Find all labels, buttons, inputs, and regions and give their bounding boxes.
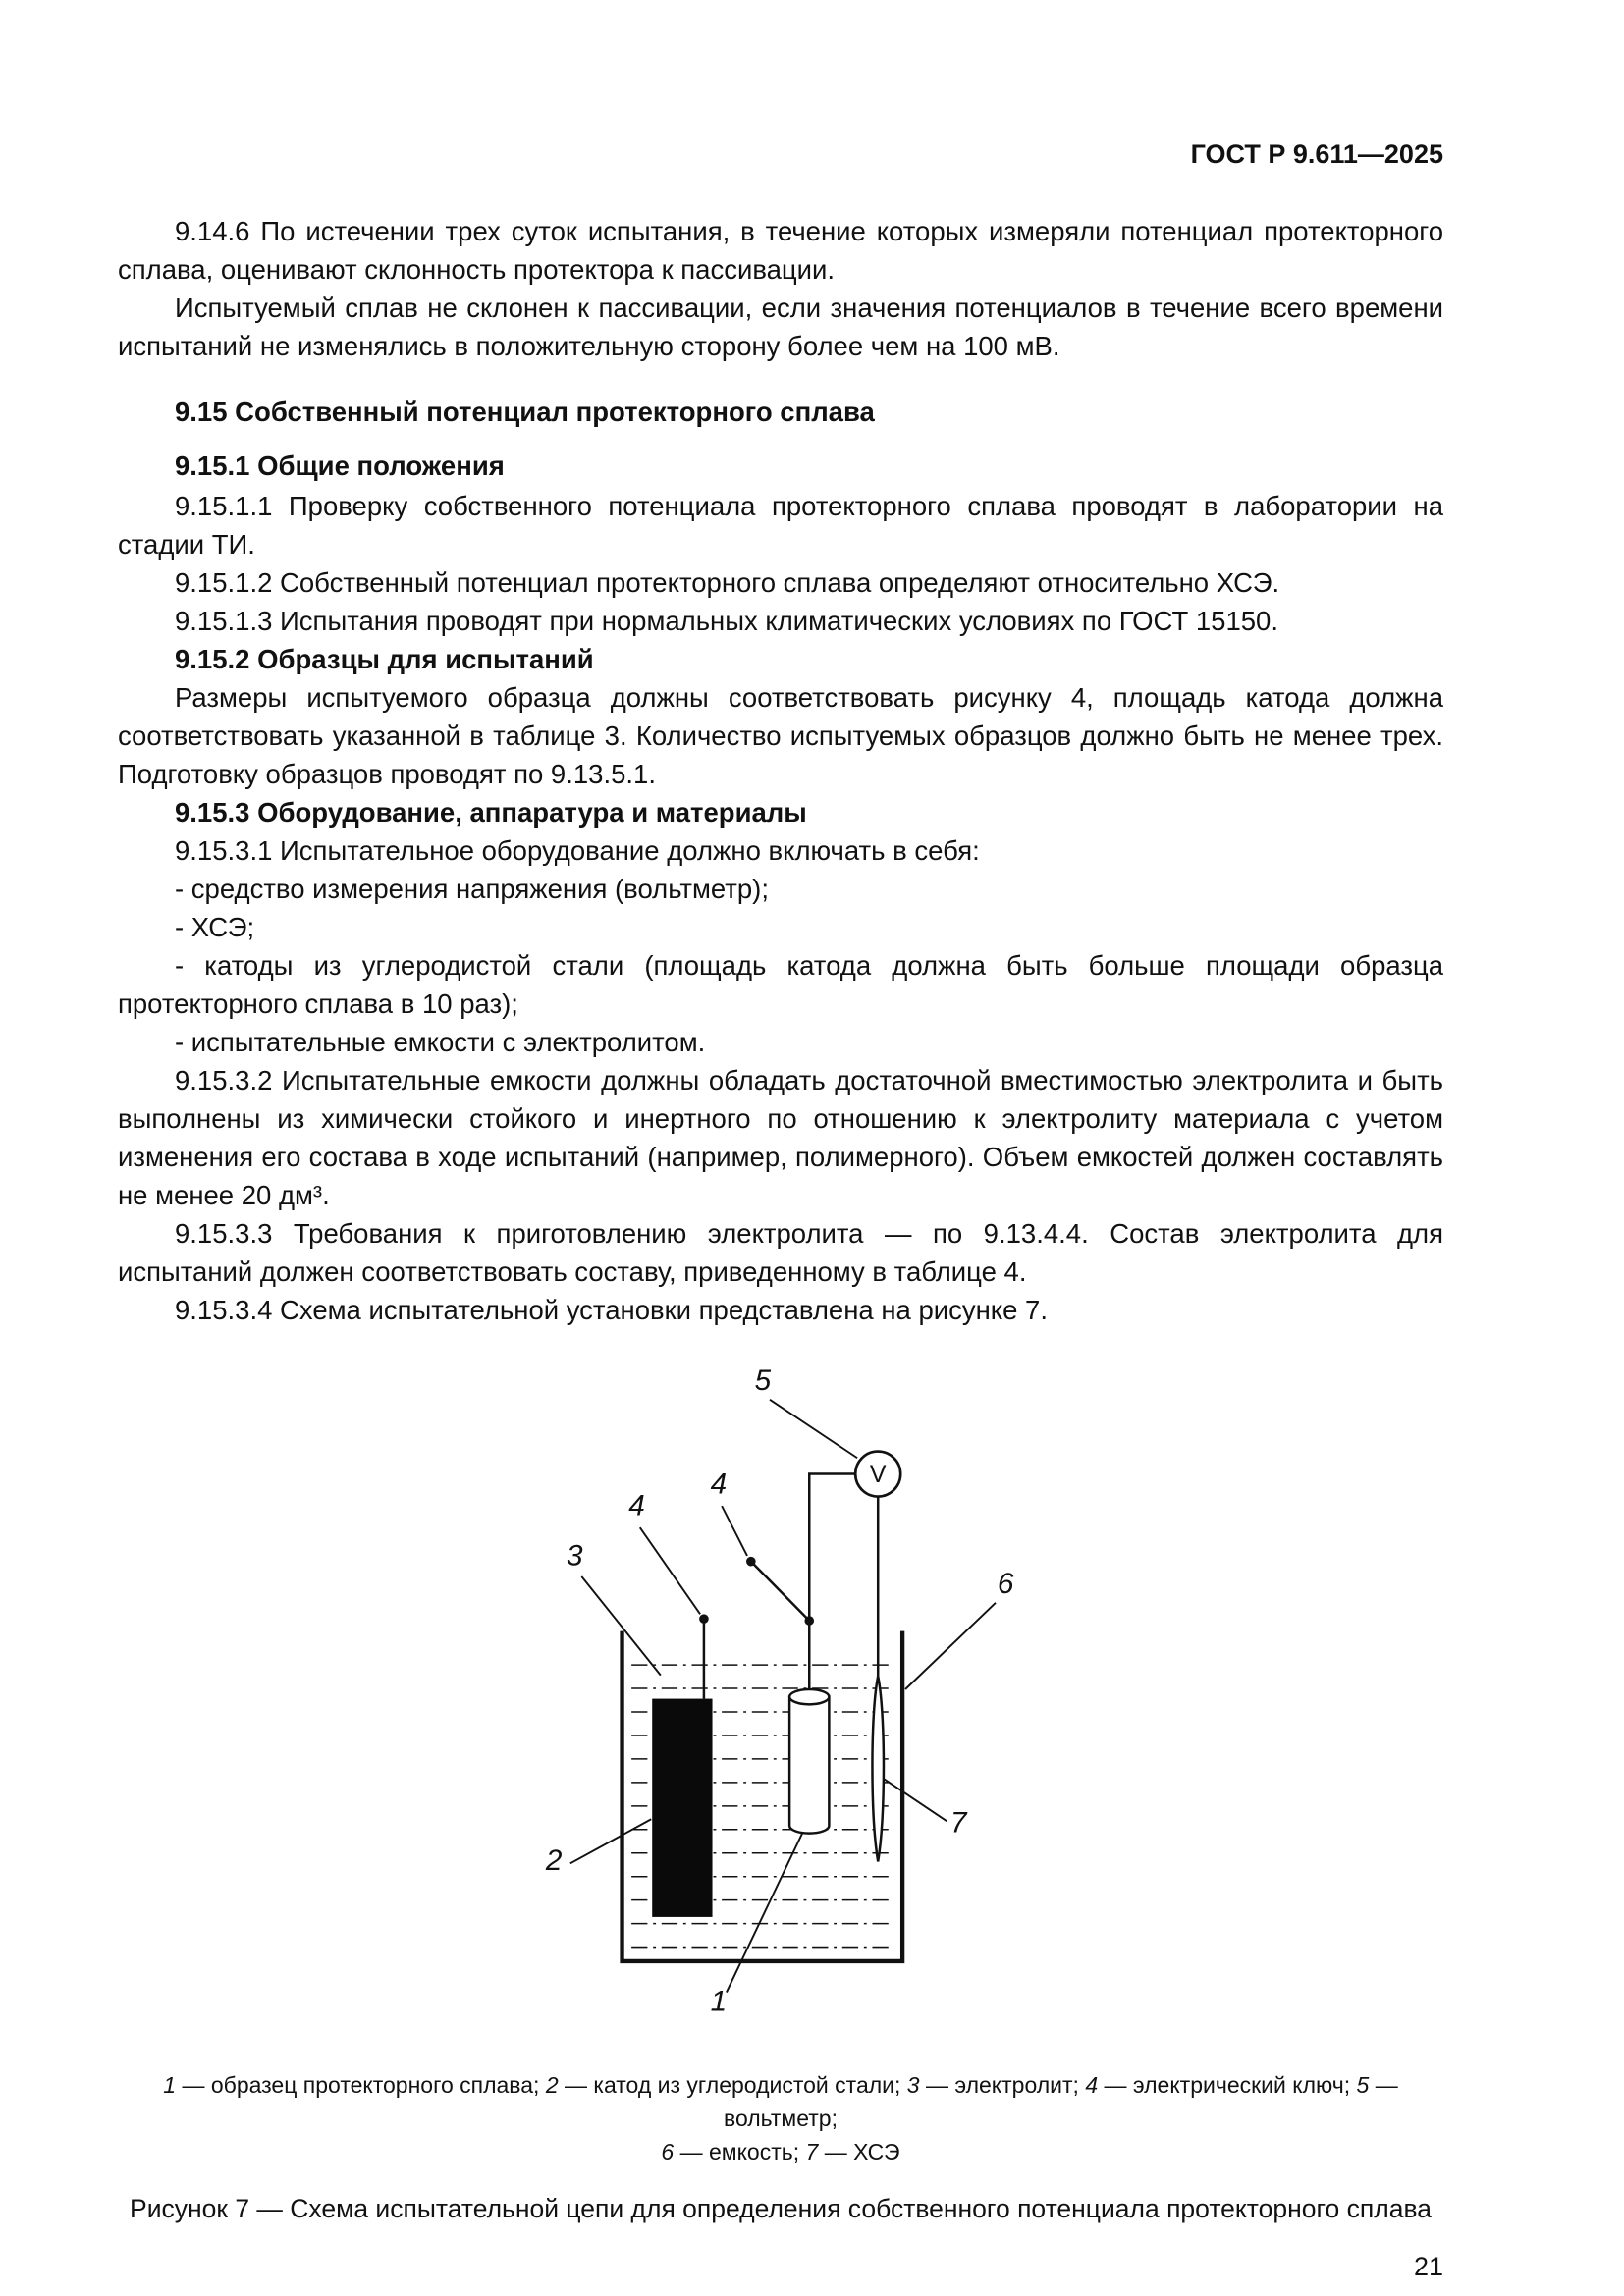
- callout-1: 1: [710, 1985, 727, 2018]
- reference-electrode: [872, 1677, 883, 1862]
- legend-item: 3 — электролит;: [906, 2071, 1086, 2098]
- section-heading: 9.15 Собственный потенциал протекторного сплава: [175, 397, 875, 427]
- legend-item: 7 — ХСЭ: [805, 2138, 900, 2164]
- paragraph: Испытуемый сплав не склонен к пассивации, если значения потенциалов в течение всего времени испытаний не изменялись в положительную сторону более чем на 100 мВ.: [118, 293, 1443, 361]
- callout-4: 4: [710, 1468, 727, 1501]
- legend-item: 4 — электрический ключ;: [1085, 2071, 1357, 2098]
- key-contact-dot: [746, 1557, 756, 1567]
- legend-item-number: 2: [545, 2071, 559, 2098]
- sample-cylinder: [789, 1697, 829, 1834]
- callout-4: 4: [627, 1489, 645, 1522]
- paragraph: 9.14.6 По истечении трех суток испытания, в течение которых измеряли потенциал протекторного сплава, оценивают склонность протектора к пассивации.: [118, 216, 1443, 285]
- callout-2: 2: [545, 1843, 562, 1877]
- legend-item: 1 — образец протекторного сплава;: [163, 2071, 546, 2098]
- legend-item: 6 — емкость;: [661, 2138, 806, 2164]
- sample-cylinder-top: [789, 1689, 829, 1704]
- legend-item-number: 1: [163, 2071, 177, 2098]
- paragraph: 9.15.1.2 Собственный потенциал протекторного сплава определяют относительно ХСЭ.: [175, 567, 1280, 598]
- paragraph: 9.15.1.1 Проверку собственного потенциала протекторного сплава проводят в лаборатории на стадии ТИ.: [118, 491, 1443, 560]
- voltmeter-letter: V: [869, 1461, 887, 1489]
- paragraph: 9.15.3.3 Требования к приготовлению электролита — по 9.13.4.4. Состав электролита для испытаний должен соответствовать составу, приведенному в таблице 4.: [118, 1218, 1443, 1287]
- figure-caption: Рисунок 7 — Схема испытательной цепи для определения собственного потенциала протекторного сплава: [130, 2193, 1432, 2223]
- paragraph: Размеры испытуемого образца должны соответствовать рисунку 4, площадь катода должна соответствовать указанной в таблице 3. Количество испытуемых образцов должно быть не менее трех. Подготовку образцов проводят по 9.13.5.1.: [118, 682, 1443, 789]
- section-heading: 9.15.2 Образцы для испытаний: [175, 644, 594, 674]
- document-header: ГОСТ Р 9.611—2025: [1190, 139, 1443, 169]
- paragraph: 9.15.3.1 Испытательное оборудование должно включать в себя:: [175, 835, 980, 866]
- paragraph: - средство измерения напряжения (вольтметр);: [175, 874, 769, 904]
- legend-item-number: 6: [661, 2138, 675, 2164]
- callout-6: 6: [997, 1568, 1013, 1601]
- key-contact-dot: [699, 1614, 709, 1624]
- legend-item-number: 7: [805, 2138, 819, 2164]
- callout-3: 3: [566, 1539, 583, 1573]
- leader-lines: [566, 1400, 995, 1993]
- electrical-key: [750, 1562, 808, 1621]
- section-heading: 9.15.3 Оборудование, аппаратура и материалы: [175, 797, 807, 828]
- paragraph: - испытательные емкости с электролитом.: [175, 1027, 706, 1057]
- paragraph: 9.15.3.2 Испытательные емкости должны обладать достаточной вместимостью электролита и быть выполнены из химически стойкого и инертного по отношению к электролиту материала с учетом изменения его состава в ходе испытаний (например, полимерного). Объем емкостей должен составлять не менее 20 дм³.: [118, 1065, 1443, 1210]
- legend-item: 5 — вольтметр;: [724, 2071, 1398, 2131]
- paragraph: 9.15.1.3 Испытания проводят при нормальных климатических условиях по ГОСТ 15150.: [175, 606, 1278, 636]
- figure-legend: [118, 2068, 1443, 2168]
- cathode-plate: [652, 1699, 712, 1917]
- legend-item-number: 5: [1356, 2071, 1370, 2098]
- legend-item: 2 — катод из углеродистой стали;: [545, 2071, 907, 2098]
- section-heading: 9.15.1 Общие положения: [175, 451, 505, 481]
- paragraph: - катоды из углеродистой стали (площадь катода должна быть больше площади образца протекторного сплава в 10 раз);: [118, 950, 1443, 1019]
- paragraph: 9.15.3.4 Схема испытательной установки представлена на рисунке 7.: [175, 1295, 1048, 1325]
- legend-item-number: 4: [1085, 2071, 1099, 2098]
- test-setup-diagram: [499, 1351, 1063, 2038]
- paragraph: - ХСЭ;: [175, 912, 255, 942]
- figure: [118, 1351, 1443, 2226]
- sample-wire: [809, 1474, 855, 1689]
- callout-5: 5: [754, 1364, 771, 1398]
- content-blocks: [118, 212, 1443, 1329]
- callout-7: 7: [949, 1806, 967, 1840]
- legend-item-number: 3: [906, 2071, 920, 2098]
- page-number: 21: [1413, 2252, 1443, 2282]
